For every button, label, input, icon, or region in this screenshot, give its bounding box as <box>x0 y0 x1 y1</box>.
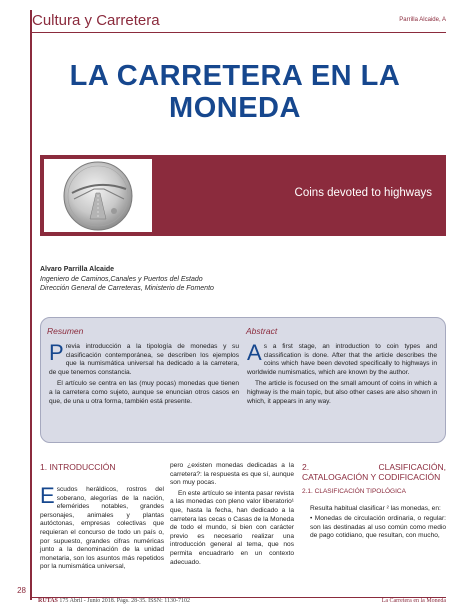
resumen-text <box>49 340 239 409</box>
author-affiliation: Dirección General de Carreteras, Ministerio de Fomento <box>40 285 214 292</box>
abstract-paragraph: s a first stage, an introduction to coin types and classification is done. After that the article describes the coins which have been devoted specifically to highways in worldwide numismatics, which are known by the author. <box>247 343 437 376</box>
body-column-1 <box>40 462 164 574</box>
page-number: 28 <box>17 586 26 595</box>
body-paragraph: En este artículo se intenta pasar revista a las monedas con pleno valor liberatorio¹ que, hasta la fecha, han dedicado a la carretera las cecas o Casas de la Moneda de todo el mundo, si bien con carácter previo es necesario realizar una introducción general al tema, que nos permita encuadrarlo en un contexto adecuado. <box>170 489 294 566</box>
coin-image <box>44 159 152 232</box>
author-name: Alvaro Parrilla Alcaide <box>40 266 115 273</box>
author-role: Ingeniero de Caminos,Canales y Puertos del Estado <box>40 275 203 283</box>
author-block <box>40 265 290 294</box>
body-paragraph: scudos heráldicos, rostros del soberano, alegorías de la nación, efemérides notables, grandes personajes, animales y plantas autóctonas, empresas colectivas que requieran el concurso de todo un país o, por supuesto, grandes cifras numéricas junto a la denominación de la unidad monetaria, son los asuntos más repetidos por la numismática universal, <box>40 486 164 571</box>
english-title: Coins devoted to highways <box>294 187 432 199</box>
bullet-item: • Monedas de circulación ordinaria, o regular: son las destinadas al uso común como medio de pago cotidiano, que resultan, con mucho, <box>310 515 446 540</box>
drop-cap: P <box>49 340 64 365</box>
drop-cap: A <box>247 340 262 365</box>
resumen-heading: Resumen <box>47 326 84 336</box>
resumen-paragraph: revia introducción a la tipología de monedas y su clasificación contemporánea, se describen los ejemplos que la numismática universal ha dedicado a la carretera, de que tenemos constancia. <box>49 343 239 376</box>
body-column-3 <box>302 462 446 543</box>
issue-info: 175 Abril - Junio 2018. Págs. 28-35. ISSN: 1130-7102 <box>59 598 191 604</box>
body-column-2 <box>170 462 294 569</box>
abstract-text <box>247 340 437 409</box>
abstract-box <box>40 317 446 443</box>
footer-citation <box>38 598 190 604</box>
section-heading: 2. CLASIFICACIÓN, CATALOGACIÓN Y CODIFICACIÓN <box>302 462 446 482</box>
left-rule <box>30 10 32 600</box>
drop-cap: E <box>40 483 55 508</box>
footer-article-title: La Carretera en la Moneda <box>381 598 446 604</box>
section-heading: 1. INTRODUCCIÓN <box>40 462 116 472</box>
running-author: Parrilla Alcaide, A <box>399 17 446 23</box>
abstract-paragraph: The article is focused on the small amount of coins in which a highway is the main topic, but also other cases are also shown in which, it appears in any way. <box>247 380 437 405</box>
body-paragraph: pero ¿existen monedas dedicadas a la carretera?: la respuesta es que sí, aunque son muy pocas. <box>170 462 294 487</box>
article-title: LA CARRETERA EN LA MONEDA <box>69 60 401 124</box>
section-label: Cultura y Carretera <box>32 12 160 29</box>
resumen-paragraph: El artículo se centra en las (muy pocas) monedas que tienen a la carretera como sujeto, aunque se enuncian otros casos en que, de una u otra forma, también está presente. <box>49 380 239 405</box>
subsection-heading: 2.1. CLASIFICACIÓN TIPOLÓGICA <box>302 488 406 495</box>
running-header <box>30 9 446 35</box>
journal-name: RUTAS <box>38 598 58 604</box>
abstract-heading: Abstract <box>246 326 278 336</box>
silver-coin-icon <box>44 159 152 232</box>
body-paragraph: Resulta habitual clasificar ² las monedas, en: <box>310 504 441 512</box>
